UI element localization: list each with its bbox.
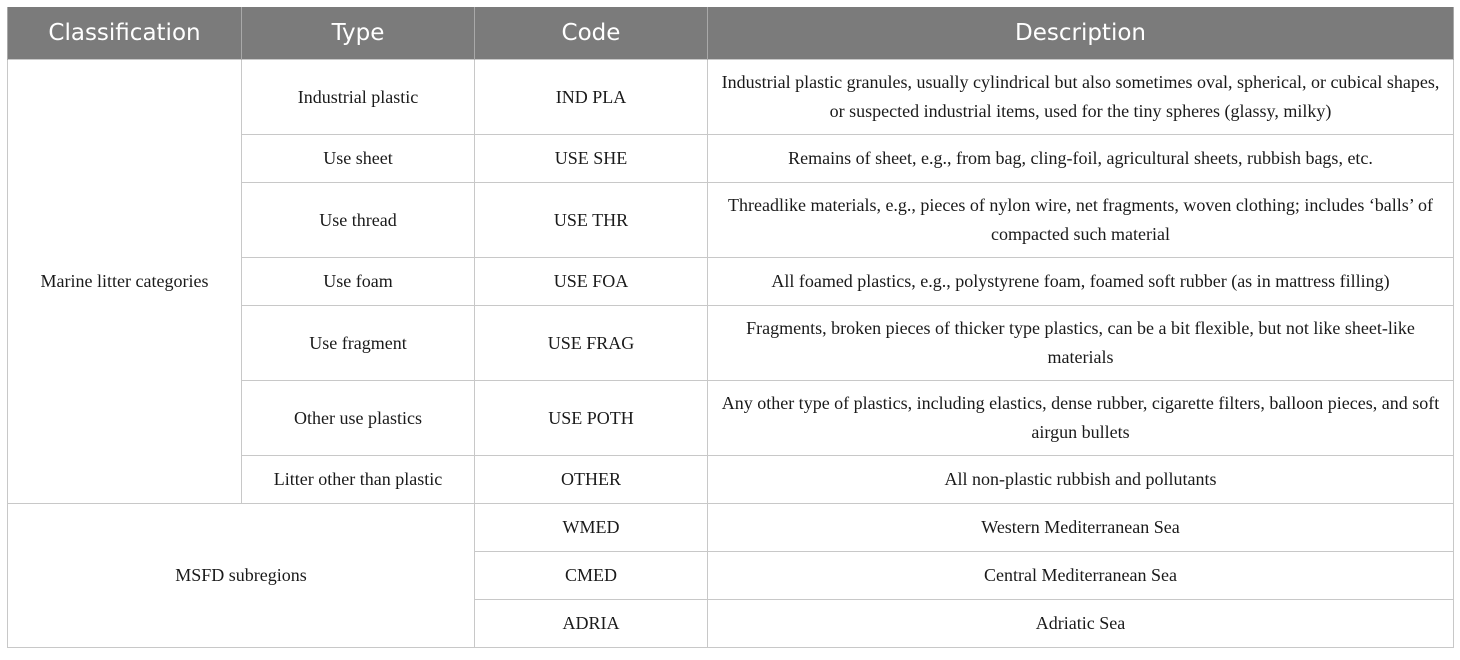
group-marine-litter: Marine litter categories: [8, 60, 242, 504]
header-classification: Classification: [8, 7, 242, 60]
cell-description: Fragments, broken pieces of thicker type plastics, can be a bit flexible, but not like sheet-like materials: [708, 306, 1454, 381]
header-row: [8, 7, 1454, 60]
cell-description: Threadlike materials, e.g., pieces of nylon wire, net fragments, woven clothing; includes ‘balls’ of compacted such material: [708, 183, 1454, 258]
cell-type: Litter other than plastic: [242, 456, 475, 504]
cell-code: CMED: [475, 552, 708, 600]
cell-description: All foamed plastics, e.g., polystyrene foam, foamed soft rubber (as in mattress filling): [708, 258, 1454, 306]
table-row: [8, 60, 1454, 135]
table-row: [8, 504, 1454, 552]
cell-code: IND PLA: [475, 60, 708, 135]
group-msfd-subregions: MSFD subregions: [8, 504, 475, 648]
cell-code: USE POTH: [475, 381, 708, 456]
header-type: Type: [242, 7, 475, 60]
header-code: Code: [475, 7, 708, 60]
cell-type: Use fragment: [242, 306, 475, 381]
cell-code: OTHER: [475, 456, 708, 504]
cell-description: Central Mediterranean Sea: [708, 552, 1454, 600]
cell-type: Use foam: [242, 258, 475, 306]
cell-description: Remains of sheet, e.g., from bag, cling-foil, agricultural sheets, rubbish bags, etc.: [708, 135, 1454, 183]
cell-code: USE THR: [475, 183, 708, 258]
cell-code: USE FRAG: [475, 306, 708, 381]
cell-code: USE FOA: [475, 258, 708, 306]
litter-classification-table: [7, 7, 1454, 648]
cell-description: Any other type of plastics, including elastics, dense rubber, cigarette filters, balloon pieces, and soft airgun bullets: [708, 381, 1454, 456]
cell-description: All non-plastic rubbish and pollutants: [708, 456, 1454, 504]
cell-type: Use thread: [242, 183, 475, 258]
cell-code: ADRIA: [475, 600, 708, 648]
header-description: Description: [708, 7, 1454, 60]
cell-type: Industrial plastic: [242, 60, 475, 135]
cell-code: USE SHE: [475, 135, 708, 183]
cell-type: Other use plastics: [242, 381, 475, 456]
cell-description: Industrial plastic granules, usually cylindrical but also sometimes oval, spherical, or cubical shapes, or suspected industrial items, used for the tiny spheres (glassy, milky): [708, 60, 1454, 135]
cell-description: Adriatic Sea: [708, 600, 1454, 648]
cell-type: Use sheet: [242, 135, 475, 183]
cell-code: WMED: [475, 504, 708, 552]
cell-description: Western Mediterranean Sea: [708, 504, 1454, 552]
